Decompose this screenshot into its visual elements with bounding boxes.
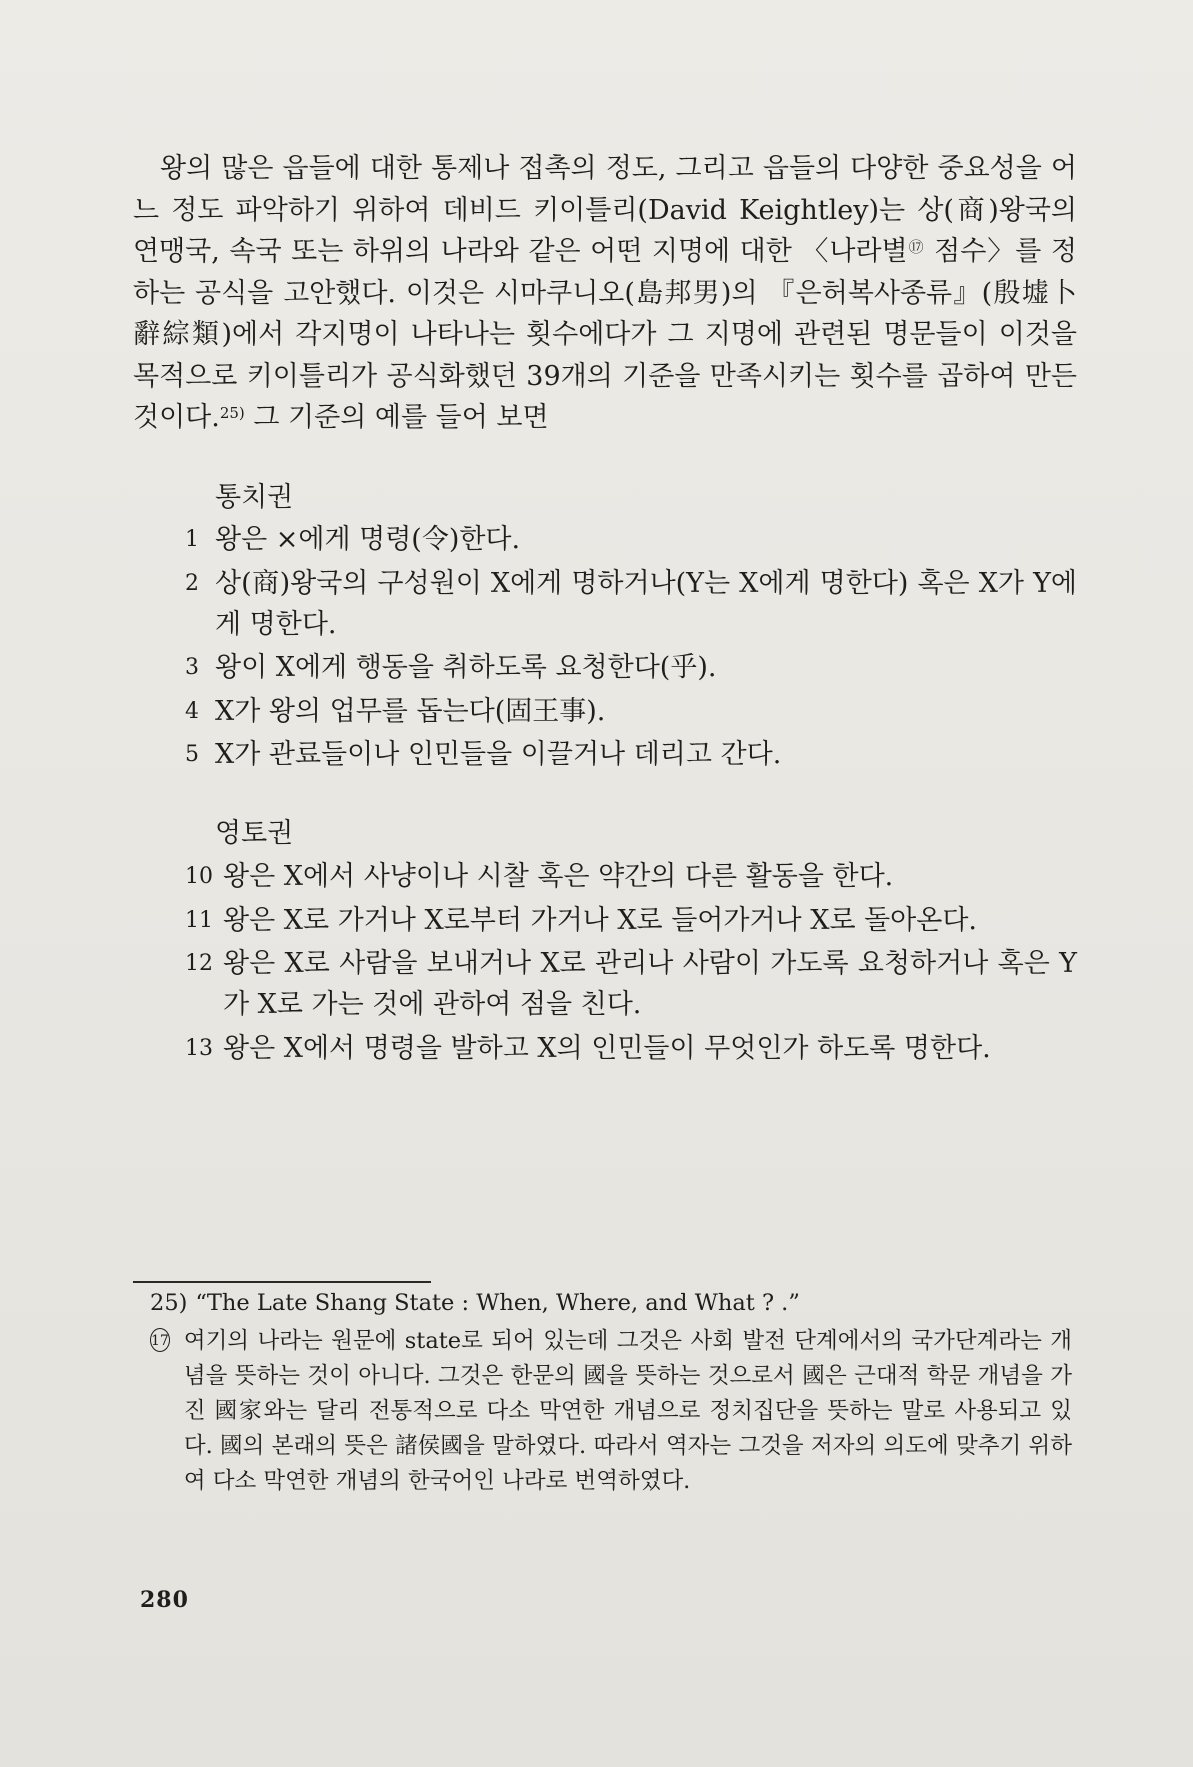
translator-note-text: 여기의 나라는 원문에 state로 되어 있는데 그것은 사회 발전 단계에서의 국가단계라는 개념을 뜻하는 것이 아니다. 그것은 한문의 國을 뜻하는 것으로서 國은 근대적 학문 개념을 가진 國家와는 달리 전통적으로 다소 막연한 개념으로 정치집단을 뜻하는 말로 사용되고 있다. 國의 본래의 뜻은 諸侯國을 말하였다. 따라서 역자는 그것을 저자의 의도에 맞추기 위하여 다소 막연한 개념의 한국어인 나라로 번역하였다. <box>183 1328 1072 1494</box>
item-text: 왕은 X로 사람을 보내거나 X로 관리나 사람이 가도록 요청하거나 혹은 Y가 X로 가는 것에 관하여 점을 친다. <box>223 948 1077 1020</box>
footnote-reference: 25) <box>219 403 245 422</box>
item-text: 왕은 X에서 사냥이나 시찰 혹은 약간의 다른 활동을 한다. <box>223 861 894 892</box>
item-number: 1 <box>185 527 199 552</box>
footnotes <box>150 1286 1072 1499</box>
item-text: 왕은 X에서 명령을 발하고 X의 인민들이 무엇인가 하도록 명한다. <box>223 1032 991 1064</box>
footnote-number: 25) <box>150 1290 188 1316</box>
item-number: 5 <box>185 742 199 767</box>
section-title: 영토권 <box>215 818 294 849</box>
item-number: 10 <box>185 864 213 889</box>
item-number: 11 <box>185 907 213 933</box>
criteria-list <box>185 856 1077 1071</box>
paragraph-text: 왕의 많은 읍들에 대한 통제나 접촉의 정도, 그리고 읍들의 다양한 중요성을 어느 정도 파악하기 위하여 데비드 키이틀리(David Keightley)는 상(商)왕국의 연맹국, 속국 또는 하위의 나라와 같은 어떤 지명에 대한 〈나라별 <box>133 153 1077 267</box>
list-item <box>185 856 1077 897</box>
footnote-text: “The Late Shang State : When, Where, and What ? .” <box>195 1290 800 1316</box>
section-title: 통치권 <box>215 482 294 513</box>
item-number: 4 <box>185 698 199 724</box>
item-number: 12 <box>185 951 213 976</box>
criteria-list <box>185 519 1077 778</box>
footnote-divider <box>133 1281 431 1283</box>
body-paragraph <box>133 148 1077 439</box>
list-item <box>185 734 1077 775</box>
page-number: 280 <box>140 1587 189 1613</box>
item-text: 왕은 ×에게 명령(令)한다. <box>215 524 521 555</box>
list-item <box>185 647 1077 688</box>
item-number: 3 <box>185 655 199 680</box>
paragraph-text-end: 그 기준의 예를 들어 보면 <box>244 402 549 433</box>
item-text: X가 왕의 업무를 돕는다(固王事). <box>215 695 606 727</box>
translator-note <box>150 1324 1072 1499</box>
paragraph-text-continued: 점수〉를 정하는 공식을 고안했다. 이것은 시마쿠니오(島邦男)의 『은허복사종류』(殷墟卜辭綜類)에서 각지명이 나타나는 횟수에다가 그 지명에 관련된 명문들이 이것을 목적으로 키이틀리가 공식화했던 39개의 기준을 만족시키는 횟수를 곱하여 만든 것이다. <box>133 236 1077 433</box>
list-item <box>185 900 1077 941</box>
item-number: 2 <box>185 570 199 596</box>
item-number: 13 <box>185 1035 213 1061</box>
list-item <box>185 519 1077 560</box>
item-text: 왕이 X에게 행동을 취하도록 요청한다(乎). <box>215 652 717 683</box>
list-item <box>185 1028 1077 1069</box>
item-text: 왕은 X로 가거나 X로부터 가거나 X로 들어가거나 X로 돌아온다. <box>223 904 978 936</box>
translator-note-mark: ⑰ <box>907 237 925 256</box>
list-item <box>185 563 1077 645</box>
item-text: X가 관료들이나 인민들을 이끌거나 데리고 간다. <box>215 739 782 770</box>
list-item <box>185 691 1077 732</box>
translator-note-number: 17 <box>150 1328 170 1352</box>
footnote <box>150 1286 1072 1321</box>
item-text: 상(商)왕국의 구성원이 X에게 명하거나(Y는 X에게 명한다) 혹은 X가 Y에게 명한다. <box>215 567 1077 640</box>
list-item <box>185 943 1077 1025</box>
